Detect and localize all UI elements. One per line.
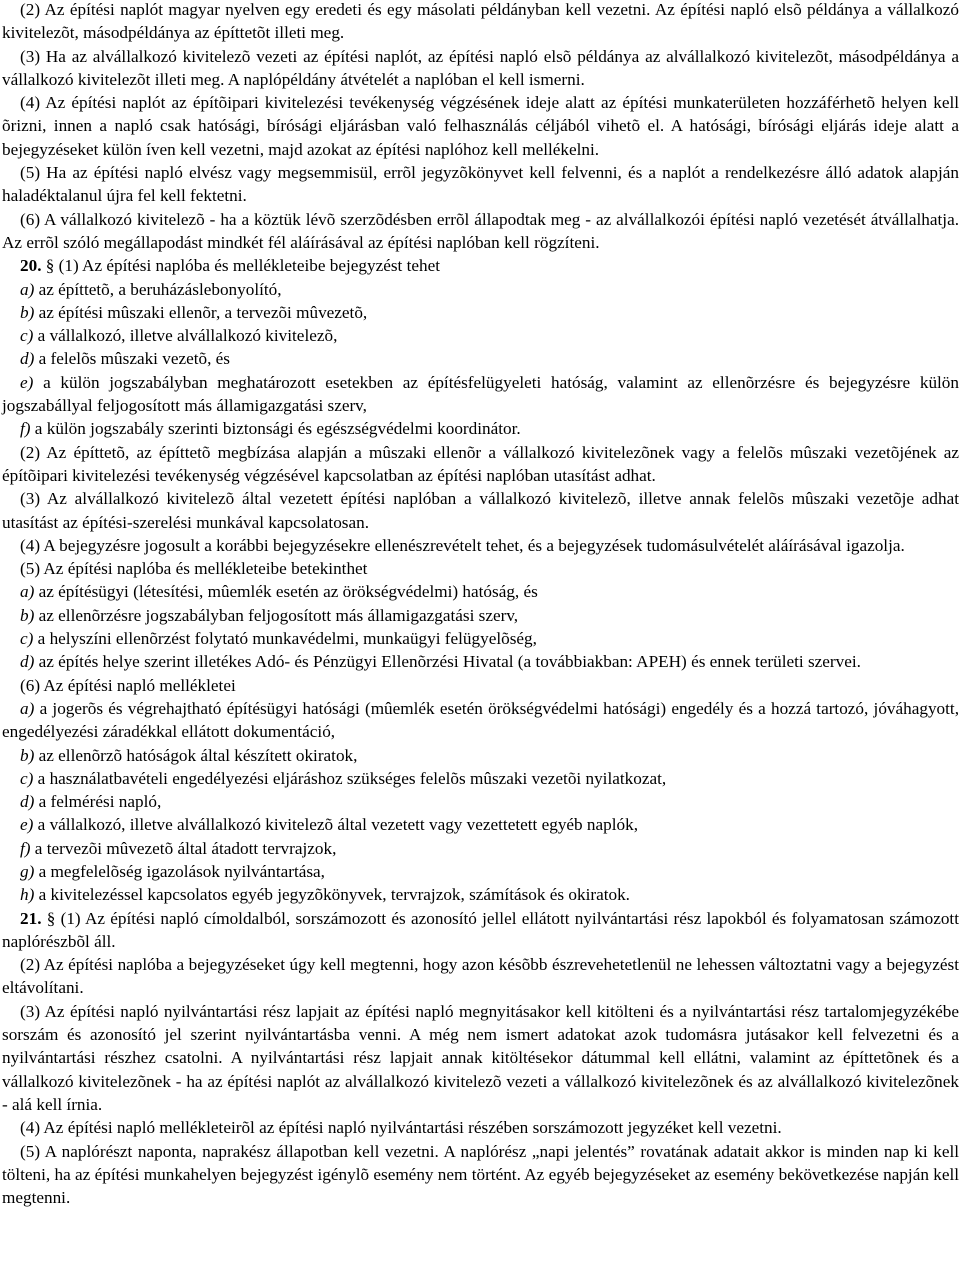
paragraph-text: a helyszíni ellenõrzést folytató munkavédelmi, munkaügyi felügyelõség, <box>33 629 537 649</box>
paragraph-text: a kivitelezéssel kapcsolatos egyéb jegyzõkönyvek, tervrajzok, számítások és okiratok. <box>34 885 630 905</box>
paragraph <box>2 1000 959 1116</box>
paragraph <box>2 650 959 673</box>
paragraph <box>2 790 959 813</box>
paragraph-text: (6) Az építési napló mellékletei <box>20 675 236 695</box>
paragraph-text: (3) Az építési napló nyilvántartási rész lapjait az építési napló megnyitásakor kell kitölteni és a nyilvántartási rész tartalomjegyzékébe sorszám és azonosító jel szerint nyilvántartásba venni. A még nem ismert adatokat azok tudomásra jutásakor kell felvezetni és a nyilvántartási részhez csatolni. A nyilvántartási rész lapjait annak kitöltésekor dátummal kell ellátni, valamint az építtetõnek és a vállalkozó kivitelezõnek - ha az építési naplót az alvállalkozó kivitelezõ vezeti a vállalkozó kivitelezõnek és az alvállalkozó kivitelezõnek - alá kell írnia. <box>2 1001 959 1114</box>
item-marker: e) <box>20 815 34 835</box>
paragraph-text: a jogerõs és végrehajtható építésügyi hatósági (mûemlék esetén örökségvédelmi hatósági) engedély és a hozzá tartozó, jóváhagyott, engedélyezési záradékkal ellátott dokumentáció, <box>2 698 959 742</box>
paragraph <box>2 744 959 767</box>
paragraph-text: § (1) Az építési naplóba és mellékleteibe bejegyzést tehet <box>41 256 440 276</box>
item-marker: g) <box>20 861 35 881</box>
paragraph-text: a felelõs mûszaki vezetõ, és <box>34 349 230 369</box>
paragraph-text: az építés helye szerint illetékes Adó- és Pénzügyi Ellenõrzési Hivatal (a továbbiakban: APEH) és ennek területi szervei. <box>34 652 861 672</box>
paragraph <box>2 301 959 324</box>
paragraph <box>2 580 959 603</box>
paragraph-text: § (1) Az építési napló címoldalból, sorszámozott és azonosító jellel ellátott nyilvántartási rész lapokból és folyamatosan számozott naplórészbõl áll. <box>2 908 959 951</box>
paragraph-text: az építtetõ, a beruházáslebonyolító, <box>34 279 282 299</box>
item-marker: d) <box>20 349 35 369</box>
paragraph <box>2 208 959 255</box>
paragraph-text: a külön jogszabályban meghatározott esetekben az építésfelügyeleti hatóság, valamint az ellenõrzésre és bejegyzésre külön jogszabállyal feljogosított más államigazgatási szerv, <box>2 372 959 416</box>
paragraph <box>2 324 959 347</box>
paragraph-text: a használatbavételi engedélyezési eljáráshoz szükséges felelõs mûszaki vezetõi nyilatkozat, <box>33 768 667 788</box>
paragraph <box>2 697 959 744</box>
paragraph <box>2 604 959 627</box>
paragraph-text: (2) Az építtetõ, az építtetõ megbízása alapján a mûszaki ellenõr a vállalkozó kivitelezõnek vagy a felelõs mûszaki vezetõjének az építõipari kivitelezési tevékenység végzésével kapcsolatban az építési naplóban utasítást adhat. <box>2 442 959 485</box>
item-marker: f) <box>20 419 31 439</box>
paragraph <box>2 883 959 906</box>
item-marker: b) <box>20 745 35 765</box>
item-marker: a) <box>20 582 35 602</box>
item-marker: h) <box>20 885 35 905</box>
paragraph-text: (2) Az építési naplót magyar nyelven egy eredeti és egy másolati példányban kell vezetni. Az építési napló elsõ példánya a vállalkozó kivitelezõt, másodpéldánya az építtetõt illeti meg. <box>2 0 959 43</box>
section-number: 20. <box>20 256 42 276</box>
paragraph-text: (4) A bejegyzésre jogosult a korábbi bejegyzésekre ellenészrevételt tehet, és a bejegyzések tudomásulvételét aláírásával igazolja. <box>20 535 905 555</box>
item-marker: f) <box>20 838 31 858</box>
paragraph-text: a megfelelõség igazolások nyilvántartása, <box>34 861 325 881</box>
paragraph-text: (4) Az építési napló mellékleteirõl az építési napló nyilvántartási részében sorszámozott jegyzéket kell vezetni. <box>20 1118 782 1138</box>
paragraph <box>2 417 959 440</box>
paragraph <box>2 813 959 836</box>
section-number: 21. <box>20 908 42 928</box>
paragraph-text: (5) Az építési naplóba és mellékleteibe betekinthet <box>20 559 368 579</box>
paragraph <box>2 767 959 790</box>
paragraph <box>2 557 959 580</box>
item-marker: c) <box>20 326 34 346</box>
paragraph <box>2 907 959 954</box>
item-marker: a) <box>20 698 35 718</box>
item-marker: b) <box>20 302 35 322</box>
paragraph <box>2 487 959 534</box>
paragraph-text: a külön jogszabály szerinti biztonsági és egészségvédelmi koordinátor. <box>30 419 521 439</box>
paragraph <box>2 441 959 488</box>
item-marker: d) <box>20 652 35 672</box>
paragraph-text: a tervezõi mûvezetõ által átadott tervrajzok, <box>30 838 337 858</box>
paragraph-text: (2) Az építési naplóba a bejegyzéseket úgy kell megtenni, hogy azon késõbb észrevehetetlenül ne lehessen változtatni vagy a bejegyzést eltávolítani. <box>2 955 959 998</box>
paragraph-text: (3) Ha az alvállalkozó kivitelezõ vezeti az építési naplót, az építési napló elsõ példánya az alvállalkozó kivitelezõt, másodpéldánya a vállalkozó kivitelezõt illeti meg. A naplópéldány átvételét a naplóban el kell ismerni. <box>2 46 959 89</box>
paragraph <box>2 837 959 860</box>
paragraph <box>2 91 959 161</box>
paragraph <box>2 278 959 301</box>
paragraph-text: a felmérési napló, <box>34 792 162 812</box>
paragraph <box>2 347 959 370</box>
paragraph <box>2 627 959 650</box>
paragraph-text: (3) Az alvállalkozó kivitelezõ által vezetett építési naplóban a vállalkozó kivitelezõ, illetve annak felelõs mûszaki vezetõje adhat utasítást az építési-szerelési munkával kapcsolatosan. <box>2 489 959 532</box>
item-marker: a) <box>20 279 35 299</box>
paragraph-text: az építésügyi (létesítési, mûemlék esetén az örökségvédelmi) hatóság, és <box>34 582 538 602</box>
paragraph <box>2 45 959 92</box>
paragraph-text: a vállalkozó, illetve alvállalkozó kivitelezõ által vezetett vagy vezettetett egyéb naplók, <box>33 815 639 835</box>
paragraph-text: az ellenõrzõ hatóságok által készített okiratok, <box>34 745 358 765</box>
item-marker: c) <box>20 629 34 649</box>
item-marker: e) <box>20 372 34 392</box>
paragraph-text: az építési mûszaki ellenõr, a tervezõi mûvezetõ, <box>34 302 368 322</box>
paragraph-text: (5) A naplórészt naponta, naprakész állapotban kell vezetni. A naplórész „napi jelentés” rovatának adatait akkor is minden nap ki kell tölteni, ha az építési munkahelyen bejegyzést igénylõ esemény nem történt. Az egyéb bejegyzéseket az esemény bekövetkezése napján kell megtenni. <box>2 1141 959 1208</box>
paragraph-text: (4) Az építési naplót az építõipari kivitelezési tevékenység végzésének ideje alatt az építési munkaterületen hozzáférhetõ helyen kell õrizni, innen a napló csak hatósági, bírósági eljárásban való felhasználás céljából vihetõ el. A hatósági, bírósági eljárás ideje alatt a bejegyzéseket külön íven kell vezetni, majd azokat az építési naplóhoz kell mellékelni. <box>2 93 959 159</box>
paragraph <box>2 534 959 557</box>
paragraph <box>2 161 959 208</box>
paragraph <box>2 0 959 45</box>
paragraph <box>2 860 959 883</box>
paragraph <box>2 254 959 277</box>
item-marker: b) <box>20 605 35 625</box>
paragraph <box>2 1116 959 1139</box>
paragraph <box>2 953 959 1000</box>
item-marker: d) <box>20 792 35 812</box>
item-marker: c) <box>20 768 34 788</box>
paragraph <box>2 371 959 418</box>
paragraph <box>2 1140 959 1210</box>
paragraph-text: (6) A vállalkozó kivitelezõ - ha a köztük lévõ szerzõdésben errõl állapodtak meg - az alvállalkozói építési napló vezetését átvállalhatja. Az errõl szóló megállapodást mindkét fél aláírásával az építési naplóban kell rögzíteni. <box>2 209 959 252</box>
paragraph <box>2 674 959 697</box>
paragraph-text: az ellenõrzésre jogszabályban feljogosított más államigazgatási szerv, <box>34 605 519 625</box>
paragraph-text: a vállalkozó, illetve alvállalkozó kivitelezõ, <box>33 326 338 346</box>
paragraph-text: (5) Ha az építési napló elvész vagy megsemmisül, errõl jegyzõkönyvet kell felvenni, és a naplót a rendelkezésre álló adatok alapján haladéktalanul újra fel kell fektetni. <box>2 163 959 206</box>
